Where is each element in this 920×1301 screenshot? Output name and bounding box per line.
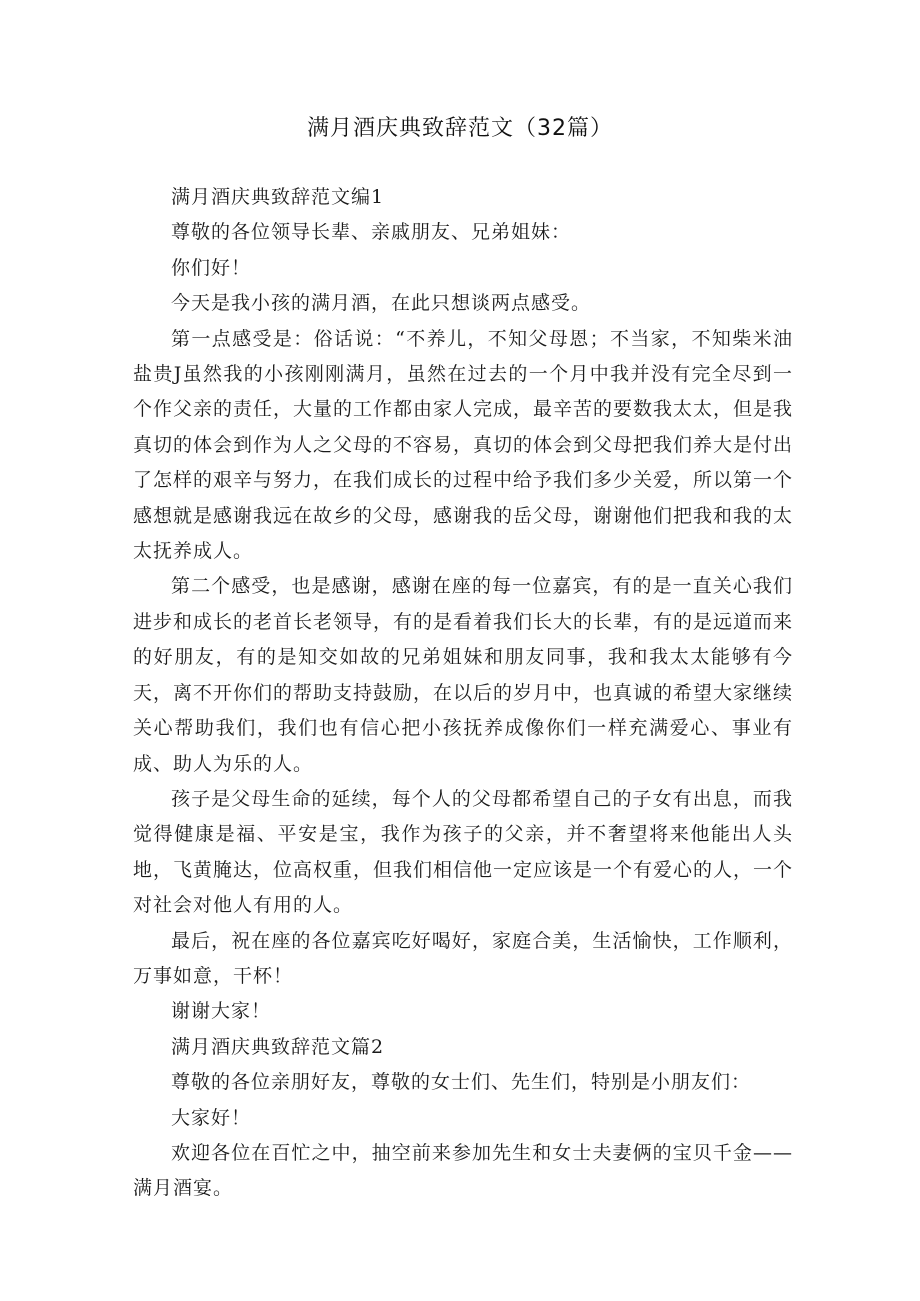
closing-paragraph: 谢谢大家！ xyxy=(171,1000,272,1023)
body-paragraph: 孩子是父母生命的延续，每个人的父母都希望自己的子女有出息，而我觉得健康是福、平安是宝，我作为孩子的父亲，并不奢望将来他能出人头地，飞黄腌达，位高权重，但我们相信他一定应该是一个有爱心的人，一个对社会对他人有用的人。 xyxy=(133,787,794,917)
greeting-paragraph: 你们好！ xyxy=(171,256,252,279)
salutation-paragraph: 尊敬的各位亲朋好友，尊敬的女士们、先生们，特别是小朋友们： xyxy=(171,1071,752,1094)
salutation-paragraph: 尊敬的各位领导长辈、亲戚朋友、兄弟姐妹： xyxy=(171,221,572,244)
body-paragraph: 最后，祝在座的各位嘉宾吃好喝好，家庭合美，生活愉快，工作顺利，万事如意，干杯！ xyxy=(133,929,793,987)
section-heading: 满月酒庆典致辞范文编1 xyxy=(171,186,385,208)
document-title: 满月酒庆典致辞范文（32篇） xyxy=(307,116,613,141)
body-paragraph: 今天是我小孩的满月酒，在此只想谈两点感受。 xyxy=(171,292,592,315)
section-heading: 满月酒庆典致辞范文篇2 xyxy=(171,1035,385,1058)
document-body xyxy=(133,180,793,1207)
greeting-paragraph: 大家好！ xyxy=(171,1106,252,1129)
body-paragraph: 第一点感受是：俗话说：“不养儿，不知父母恩；不当家，不知柴米油盐贵J虽然我的小孩刚刚满月，虽然在过去的一个月中我并没有完全尽到一个作父亲的责任，大量的工作都由家人完成，最辛苦的要数我太太，但是我真切的体会到作为人之父母的不容易，真切的体会到父母把我们养大是付出了怎样的艰辛与努力，在我们成长的过程中给予我们多少关爱，所以第一个感想就是感谢我远在故乡的父母，感谢我的岳父母，谢谢他们把我和我的太太抚养成人。 xyxy=(133,327,794,563)
body-paragraph: 欢迎各位在百忙之中，抽空前来参加先生和女士夫妻俩的宝贝千金——满月酒宴。 xyxy=(133,1141,793,1200)
body-paragraph: 第二个感受，也是感谢，感谢在座的每一位嘉宾，有的是一直关心我们进步和成长的老首长老领导，有的是看着我们长大的长辈，有的是远道而来的好朋友，有的是知交如故的兄弟姐妹和朋友同事，我和我太太能够有今天，离不开你们的帮助支持鼓励，在以后的岁月中，也真诚的希望大家继续关心帮助我们，我们也有信心把小孩抚养成像你们一样充满爱心、事业有成、助人为乐的人。 xyxy=(133,575,794,775)
